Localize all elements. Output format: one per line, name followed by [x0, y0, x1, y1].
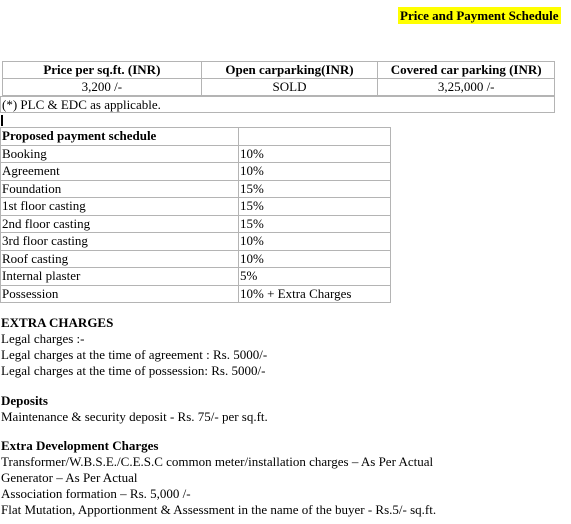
schedule-stage: Roof casting [1, 250, 239, 268]
schedule-value: 15% [239, 215, 391, 233]
payment-schedule-title-row [1, 128, 391, 146]
schedule-value: 10% [239, 250, 391, 268]
table-row [1, 145, 391, 163]
deposits-heading: Deposits [1, 393, 48, 408]
table-row [1, 198, 391, 216]
price-header-open-parking: Open carparking(INR) [201, 62, 378, 79]
page-title: Price and Payment Schedule [400, 8, 559, 23]
table-row [1, 233, 391, 251]
price-value-price: 3,200 /- [3, 79, 202, 96]
schedule-stage: Booking [1, 145, 239, 163]
schedule-value: 10% [239, 233, 391, 251]
price-table-value-row [3, 79, 555, 96]
plc-edc-note: (*) PLC & EDC as applicable. [0, 96, 555, 113]
extra-charges-line: Legal charges :- [1, 331, 85, 346]
schedule-stage: Agreement [1, 163, 239, 181]
table-row [1, 268, 391, 286]
price-header-covered-parking: Covered car parking (INR) [378, 62, 555, 79]
price-value-open-parking: SOLD [201, 79, 378, 96]
extra-charges-line: Legal charges at the time of possession: Rs. 5000/- [1, 363, 266, 378]
price-table-header-row [3, 62, 555, 79]
schedule-value: 10% + Extra Charges [239, 285, 391, 303]
schedule-stage: 1st floor casting [1, 198, 239, 216]
payment-schedule-title: Proposed payment schedule [1, 128, 239, 146]
extra-development-line: Association formation – Rs. 5,000 /- [1, 486, 191, 501]
price-value-covered-parking: 3,25,000 /- [378, 79, 555, 96]
payment-schedule-table [0, 127, 391, 303]
extra-charges-line: Legal charges at the time of agreement : Rs. 5000/- [1, 347, 268, 362]
extra-development-line: Transformer/W.B.S.E./C.E.S.C common meter/installation charges – As Per Actual [1, 454, 434, 469]
price-table [2, 61, 555, 96]
schedule-stage: 3rd floor casting [1, 233, 239, 251]
extra-development-heading: Extra Development Charges [1, 438, 159, 453]
extra-development-line: Generator – As Per Actual [1, 470, 138, 485]
price-header-price: Price per sq.ft. (INR) [3, 62, 202, 79]
extra-charges-heading: EXTRA CHARGES [1, 315, 114, 330]
schedule-value: 5% [239, 268, 391, 286]
schedule-value: 10% [239, 145, 391, 163]
schedule-stage: Internal plaster [1, 268, 239, 286]
table-row [1, 163, 391, 181]
table-row [1, 215, 391, 233]
table-row [1, 285, 391, 303]
table-row [1, 180, 391, 198]
payment-schedule-title-empty [239, 128, 391, 146]
schedule-stage: Foundation [1, 180, 239, 198]
schedule-value: 10% [239, 163, 391, 181]
schedule-value: 15% [239, 180, 391, 198]
table-row [1, 250, 391, 268]
schedule-stage: 2nd floor casting [1, 215, 239, 233]
schedule-stage: Possession [1, 285, 239, 303]
extra-development-line: Flat Mutation, Apportionment & Assessment in the name of the buyer - Rs.5/- sq.ft. [1, 502, 437, 517]
text-cursor [1, 115, 3, 126]
deposits-line: Maintenance & security deposit - Rs. 75/- per sq.ft. [1, 409, 268, 424]
schedule-value: 15% [239, 198, 391, 216]
